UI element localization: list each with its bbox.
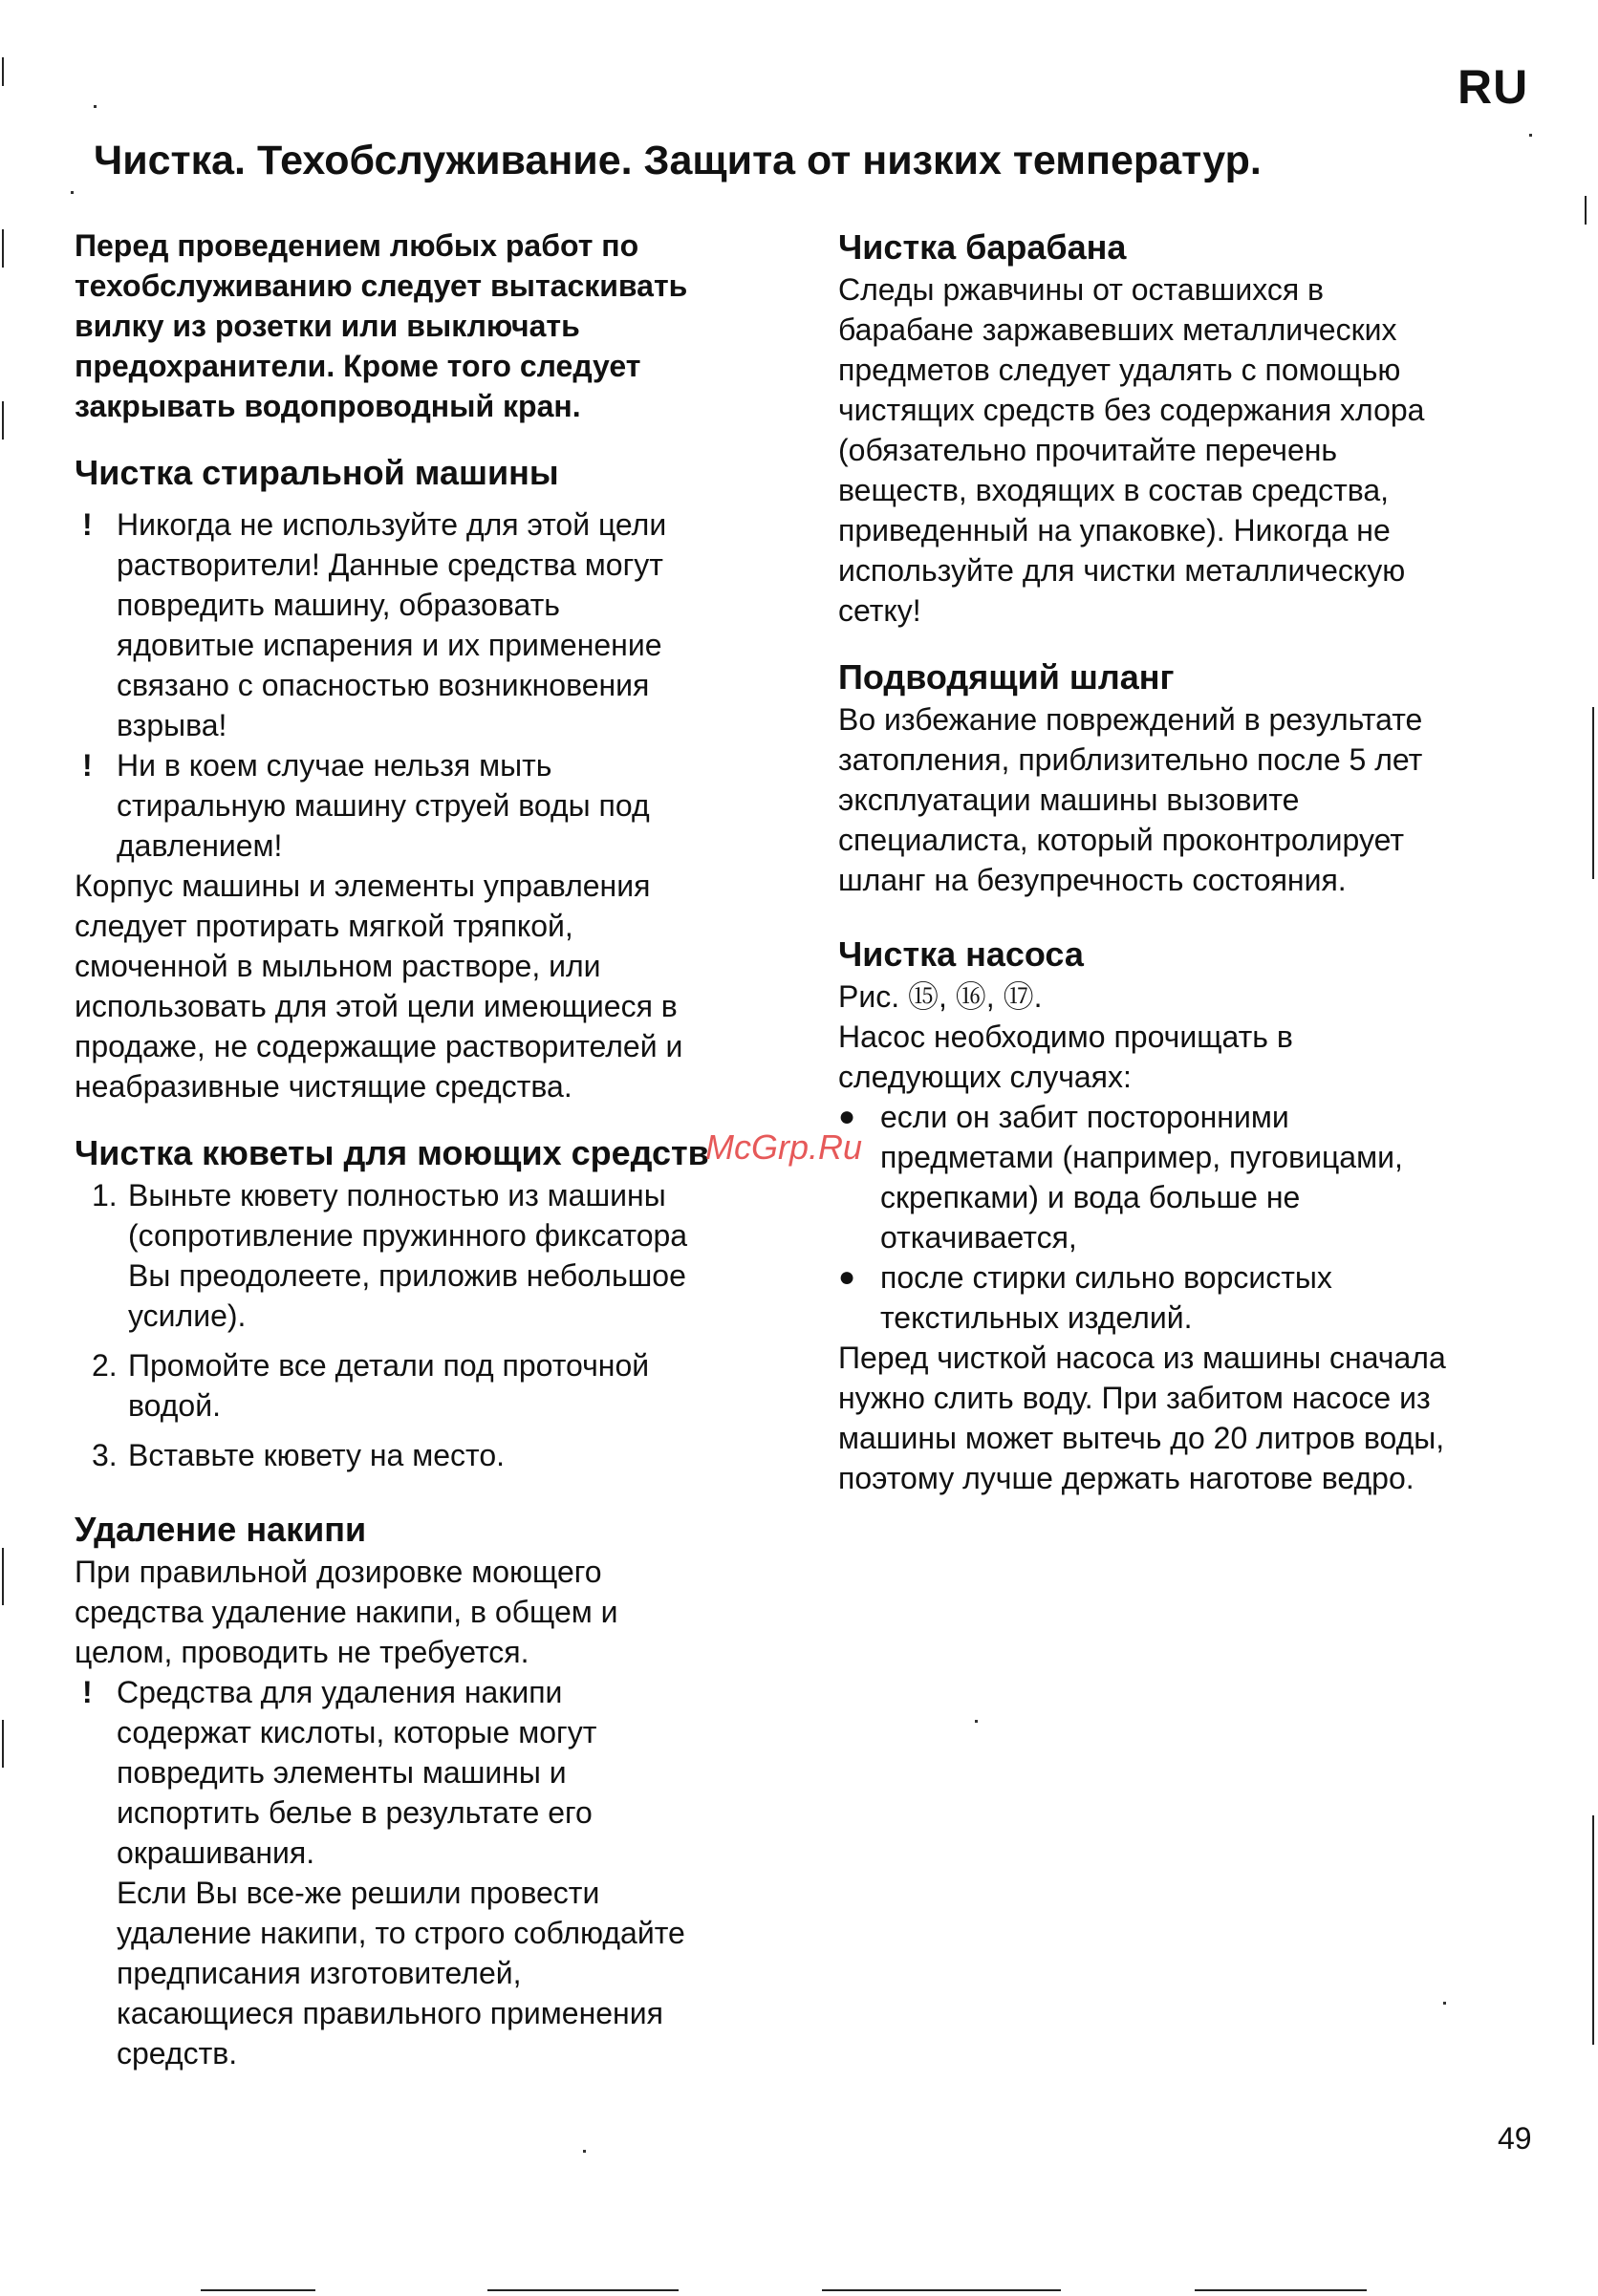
scan-artifact bbox=[2, 401, 4, 440]
scan-artifact bbox=[1585, 196, 1587, 225]
scan-artifact bbox=[71, 191, 74, 194]
text-line: растворители! Данные средства могут bbox=[117, 547, 663, 582]
text-line: затопления, приблизительно после 5 лет bbox=[838, 742, 1423, 777]
text-line: техобслуживанию следует вытаскивать bbox=[75, 268, 688, 303]
text-line: усилие). bbox=[128, 1298, 247, 1333]
scan-artifact bbox=[487, 2289, 679, 2291]
section-heading-drum: Чистка барабана bbox=[838, 227, 1127, 267]
pump-body bbox=[838, 1338, 1536, 1498]
text-line: использовать для этой цели имеющиеся в bbox=[75, 989, 678, 1023]
text-line: специалиста, который проконтролирует bbox=[838, 823, 1404, 857]
section-heading-descaling: Удаление накипи bbox=[75, 1510, 367, 1549]
text-line: веществ, входящих в состав средства, bbox=[838, 473, 1390, 507]
text-line: Никогда не используйте для этой цели bbox=[117, 507, 667, 542]
bullet-icon: ● bbox=[838, 1101, 856, 1132]
text-line: предметами (например, пуговицами, bbox=[880, 1140, 1403, 1174]
text-line: неабразивные чистящие средства. bbox=[75, 1069, 572, 1104]
text-line: взрыва! bbox=[117, 708, 227, 742]
numbered-step bbox=[75, 1345, 787, 1426]
scan-artifact bbox=[2, 1720, 4, 1768]
text-line: окрашивания. bbox=[117, 1835, 315, 1870]
scan-artifact bbox=[1443, 2002, 1446, 2005]
text-line: Средства для удаления накипи bbox=[117, 1675, 563, 1709]
list-item bbox=[838, 1097, 1536, 1257]
text-line: (сопротивление пружинного фиксатора bbox=[128, 1218, 688, 1253]
text-line: предметов следует удалять с помощью bbox=[838, 353, 1401, 387]
text-line: поэтому лучше держать наготове ведро. bbox=[838, 1461, 1414, 1495]
section-heading-cleaning-machine: Чистка стиральной машины bbox=[75, 453, 559, 492]
text-line: Корпус машины и элементы управления bbox=[75, 869, 651, 903]
text-line: машины может вытечь до 20 литров воды, bbox=[838, 1421, 1445, 1455]
text-line: давлением! bbox=[117, 828, 283, 863]
text-line: содержат кислоты, которые могут bbox=[117, 1715, 597, 1749]
hose-body bbox=[838, 699, 1536, 900]
left-column bbox=[75, 225, 787, 2073]
scan-artifact bbox=[2, 229, 4, 268]
text-line: приведенный на упаковке). Никогда не bbox=[838, 513, 1391, 547]
scan-artifact bbox=[2, 1548, 4, 1605]
text-line: Выньте кювету полностью из машины bbox=[128, 1178, 666, 1212]
text-line: Перед проведением любых работ по bbox=[75, 228, 639, 263]
list-item bbox=[838, 1257, 1536, 1338]
text-line: удаление накипи, то строго соблюдайте bbox=[117, 1916, 685, 1950]
watermark: McGrp.Ru bbox=[705, 1127, 863, 1167]
text-line: водой. bbox=[128, 1388, 221, 1423]
text-line: следует протирать мягкой тряпкой, bbox=[75, 909, 573, 943]
warning-water-jet bbox=[75, 745, 787, 866]
warning-icon: ! bbox=[82, 1675, 93, 1709]
text-line: повредить машину, образовать bbox=[117, 588, 560, 622]
scan-artifact bbox=[2, 57, 4, 86]
text-line: закрывать водопроводный кран. bbox=[75, 389, 581, 423]
text-line: повредить элементы машины и bbox=[117, 1755, 567, 1790]
scan-artifact bbox=[1529, 134, 1532, 137]
scan-artifact bbox=[822, 2289, 1061, 2291]
warning-solvents bbox=[75, 504, 787, 745]
text-line: после стирки сильно ворсистых bbox=[880, 1260, 1332, 1295]
text-line: барабане заржавевших металлических bbox=[838, 312, 1397, 347]
text-line: Следы ржавчины от оставшихся в bbox=[838, 272, 1325, 307]
text-line: Вы преодолеете, приложив небольшое bbox=[128, 1258, 686, 1293]
text-line: Ни в коем случае нельзя мыть bbox=[117, 748, 552, 783]
pump-intro bbox=[838, 976, 1536, 1097]
text-line: чистящих средств без содержания хлора bbox=[838, 393, 1425, 427]
text-line: шланг на безупречность состояния. bbox=[838, 863, 1347, 897]
descaling-body bbox=[75, 1552, 787, 1672]
text-line: Перед чисткой насоса из машины сначала bbox=[838, 1341, 1446, 1375]
scan-artifact bbox=[94, 105, 97, 108]
page-title: Чистка. Техобслуживание. Защита от низких температур. bbox=[94, 138, 1262, 183]
warning-icon: ! bbox=[82, 748, 93, 783]
text-line: связано с опасностью возникновения bbox=[117, 668, 650, 702]
text-line: целом, проводить не требуется. bbox=[75, 1635, 529, 1669]
section-heading-pump: Чистка насоса bbox=[838, 934, 1084, 974]
step-number: 1. bbox=[92, 1178, 118, 1212]
numbered-step bbox=[75, 1175, 787, 1336]
text-line: откачивается, bbox=[880, 1220, 1077, 1255]
page-number: 49 bbox=[1498, 2121, 1532, 2156]
text-line: сетку! bbox=[838, 593, 921, 628]
text-line: ядовитые испарения и их применение bbox=[117, 628, 662, 662]
text-line: текстильных изделий. bbox=[880, 1300, 1193, 1335]
section-heading-cuvette: Чистка кюветы для моющих средств bbox=[75, 1133, 709, 1172]
text-line: следующих случаях: bbox=[838, 1060, 1132, 1094]
text-line: нужно слить воду. При забитом насосе из bbox=[838, 1381, 1431, 1415]
right-column bbox=[838, 225, 1536, 1498]
text-line: касающиеся правильного применения bbox=[117, 1996, 663, 2030]
text-line: Насос необходимо прочищать в bbox=[838, 1019, 1293, 1054]
scan-artifact bbox=[201, 2289, 315, 2291]
step-number: 2. bbox=[92, 1348, 118, 1383]
bullet-icon: ● bbox=[838, 1261, 856, 1293]
figure-reference: Рис. ⑮, ⑯, ⑰. bbox=[838, 979, 1043, 1014]
text-line: эксплуатации машины вызовите bbox=[838, 783, 1300, 817]
text-line: средства удаление накипи, в общем и bbox=[75, 1595, 618, 1629]
scan-artifact bbox=[1592, 707, 1594, 879]
text-line: Вставьте кювету на место. bbox=[128, 1438, 506, 1472]
warning-descaler-acids bbox=[75, 1672, 787, 2073]
safety-intro bbox=[75, 225, 787, 426]
text-line: смоченной в мыльном растворе, или bbox=[75, 949, 601, 983]
language-code: RU bbox=[1458, 60, 1529, 114]
scan-artifact bbox=[975, 1720, 978, 1723]
scan-artifact bbox=[583, 2150, 586, 2153]
text-line: предохранители. Кроме того следует bbox=[75, 349, 641, 383]
text-line: продаже, не содержащие растворителей и bbox=[75, 1029, 683, 1063]
scan-artifact bbox=[1592, 1815, 1594, 2045]
scan-artifact bbox=[1195, 2289, 1367, 2291]
cleaning-machine-body bbox=[75, 866, 787, 1106]
text-line: испортить белье в результате его bbox=[117, 1795, 593, 1830]
text-line: стиральную машину струей воды под bbox=[117, 788, 650, 823]
numbered-step bbox=[75, 1435, 787, 1475]
text-line: средств. bbox=[117, 2036, 238, 2071]
text-line: используйте для чистки металлическую bbox=[838, 553, 1406, 588]
text-line: Промойте все детали под проточной bbox=[128, 1348, 650, 1383]
text-line: если он забит посторонними bbox=[880, 1100, 1289, 1134]
step-number: 3. bbox=[92, 1438, 118, 1472]
drum-body bbox=[838, 269, 1536, 631]
text-line: вилку из розетки или выключать bbox=[75, 309, 580, 343]
text-line: Во избежание повреждений в результате bbox=[838, 702, 1423, 737]
text-line: предписания изготовителей, bbox=[117, 1956, 522, 1990]
text-line: (обязательно прочитайте перечень bbox=[838, 433, 1338, 467]
section-heading-hose: Подводящий шланг bbox=[838, 657, 1175, 697]
text-line: Если Вы все-же решили провести bbox=[117, 1876, 600, 1910]
warning-icon: ! bbox=[82, 507, 93, 542]
text-line: При правильной дозировке моющего bbox=[75, 1555, 602, 1589]
text-line: скрепками) и вода больше не bbox=[880, 1180, 1301, 1214]
